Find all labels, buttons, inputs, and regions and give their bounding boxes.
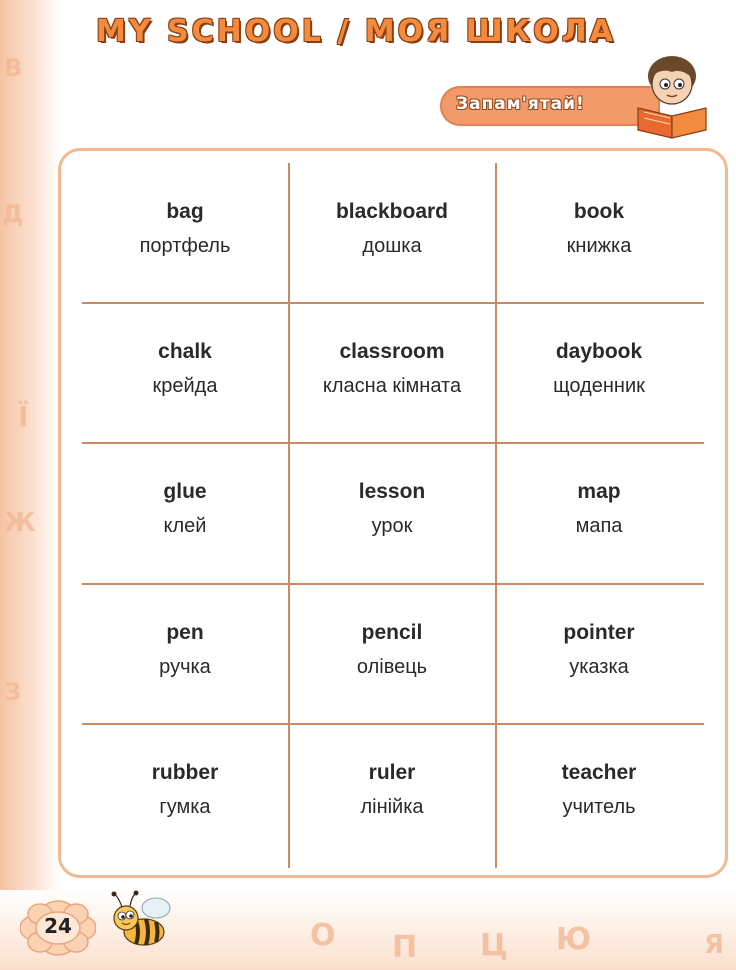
english-word: map xyxy=(577,480,621,503)
ukrainian-translation: учитель xyxy=(562,796,636,818)
bee-icon xyxy=(108,888,180,954)
ukrainian-translation: указка xyxy=(569,656,629,678)
word-cell-chalk xyxy=(82,303,288,443)
english-word: bag xyxy=(166,200,204,223)
remember-badge-label: Запам'ятай! xyxy=(456,94,585,114)
english-word: pointer xyxy=(563,621,635,644)
word-cell-teacher xyxy=(496,724,702,864)
english-word: ruler xyxy=(368,761,416,784)
decor-letter: Д xyxy=(2,200,24,228)
ukrainian-translation: гумка xyxy=(159,796,211,818)
english-word: glue xyxy=(163,480,207,503)
ukrainian-translation: книжка xyxy=(566,235,632,257)
ukrainian-translation: урок xyxy=(371,515,413,537)
ukrainian-translation: крейда xyxy=(152,375,218,397)
left-decorative-strip xyxy=(0,0,60,970)
word-cell-book xyxy=(496,163,702,303)
page-number: 24 xyxy=(44,914,72,938)
english-word: blackboard xyxy=(335,200,449,223)
decor-letter: Я xyxy=(704,930,725,960)
english-word: classroom xyxy=(339,340,445,363)
english-word: lesson xyxy=(358,480,426,503)
ukrainian-translation: клей xyxy=(163,515,207,537)
decor-letter: Ж xyxy=(4,508,36,538)
decor-letter: П xyxy=(392,930,418,965)
word-cell-daybook xyxy=(496,303,702,443)
remember-badge xyxy=(440,86,660,126)
decor-letter: Ю xyxy=(556,922,592,957)
word-cell-map xyxy=(496,443,702,583)
english-word: pencil xyxy=(361,621,423,644)
word-cell-blackboard xyxy=(289,163,495,303)
decor-letter: В xyxy=(4,54,23,82)
english-word: book xyxy=(573,200,625,223)
page-number-badge xyxy=(20,900,108,956)
word-cell-pointer xyxy=(496,584,702,724)
word-cell-pencil xyxy=(289,584,495,724)
ukrainian-translation: щоденник xyxy=(553,375,645,397)
decor-letter: Ї xyxy=(18,400,29,433)
word-cell-bag xyxy=(82,163,288,303)
word-cell-glue xyxy=(82,443,288,583)
ukrainian-translation: олівець xyxy=(356,656,428,678)
english-word: teacher xyxy=(561,761,637,784)
decor-letter: О xyxy=(310,918,336,953)
word-cell-lesson xyxy=(289,443,495,583)
ukrainian-translation: класна кімната xyxy=(322,375,462,397)
ukrainian-translation: дошка xyxy=(362,235,422,257)
word-cell-rubber xyxy=(82,724,288,864)
page-title: MY SCHOOL / МОЯ ШКОЛА xyxy=(96,14,616,49)
reading-boy-icon xyxy=(632,50,712,140)
english-word: chalk xyxy=(158,340,212,363)
decor-letter: З xyxy=(4,678,22,706)
decor-letter: Ц xyxy=(480,928,508,963)
ukrainian-translation: лінійка xyxy=(360,796,424,818)
ukrainian-translation: мапа xyxy=(575,515,623,537)
english-word: daybook xyxy=(555,340,643,363)
english-word: pen xyxy=(166,621,204,644)
word-cell-pen xyxy=(82,584,288,724)
english-word: rubber xyxy=(151,761,219,784)
ukrainian-translation: ручка xyxy=(159,656,211,678)
word-cell-classroom xyxy=(289,303,495,443)
ukrainian-translation: портфель xyxy=(139,235,231,257)
word-cell-ruler xyxy=(289,724,495,864)
